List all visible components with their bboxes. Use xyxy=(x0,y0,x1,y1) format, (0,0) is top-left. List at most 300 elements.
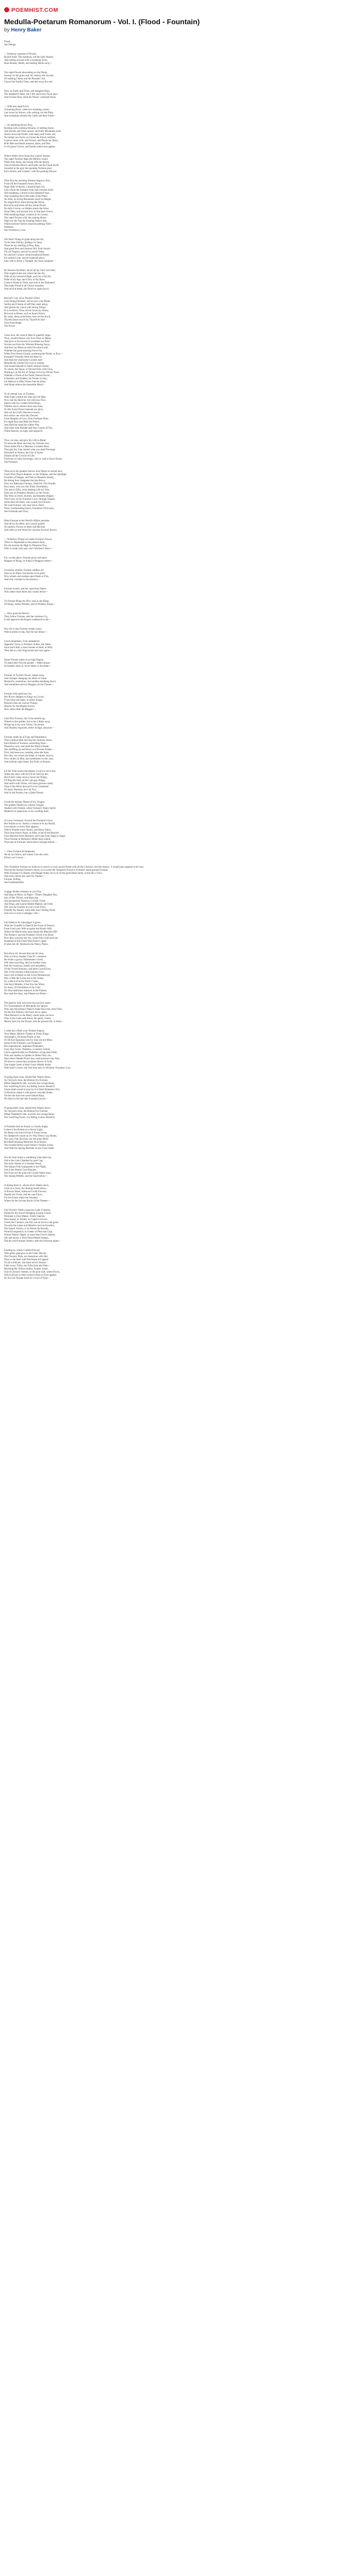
poem-line: But above all, beware that one his men, xyxy=(4,953,44,955)
poem-line: Then fall to a fair Stag bound and rose again— xyxy=(4,650,52,652)
poem-line: I'll marry Honesty, the I be Tryr, xyxy=(4,789,37,791)
poem-line: Whether a Throb of the Tomb, Eternal Power; xyxy=(4,375,51,377)
poem-line: Unsy they Learn, Needless, or merely Sorbid, xyxy=(4,1048,51,1051)
poem-line: One single Greek of their Grace Wealth Strike, xyxy=(4,1064,52,1066)
poem-stanza xyxy=(4,393,357,433)
poem-line: Our and or Elfin, what desiring Life for Tale, xyxy=(4,489,50,492)
poem-line: And fear our Muse no bolts Fire about stall, xyxy=(4,347,48,349)
poem-line: To all it Stilicnic, the mere serve's Strand— xyxy=(4,1262,48,1264)
poem-line: When First Storm-Clouds, scattering the World, so flow— xyxy=(4,353,63,355)
poem-stanza xyxy=(4,1249,357,1280)
poem-stanza xyxy=(4,640,357,653)
poem-line: Fortune, made up of Fogs and Impudence, xyxy=(4,736,47,739)
poem-line: Yet wait Fortune, why may know Fate's xyxy=(4,504,44,507)
poem-line: It roll green Groves, and breaks where seas appear. xyxy=(4,146,56,148)
poem-line: Like whom the Summer Suns had warmed shrill, xyxy=(4,189,54,192)
poem-stanza xyxy=(4,1107,357,1120)
poem-line: See Deluge xyxy=(4,44,16,46)
poem-line: Let her fram whom the pleases I scorn to serve her; xyxy=(4,770,56,773)
poem-line: The rapid Floods descending on the Plains, xyxy=(4,72,48,74)
poem-line: No obscure Country should enshroud Breast; xyxy=(4,254,50,257)
poem-line: And gloom my Lance with strong Wings; xyxy=(4,307,46,309)
poem-line: Into of Her Thirsty, and Marrying xyxy=(4,897,38,900)
poem-line: Who ask another to Quides to Others Way can, xyxy=(4,1055,52,1057)
poem-line: Some Fortune raises to an high Degree, xyxy=(4,659,44,662)
poem-line: No Shepherd's sound on it's Way Fleecy Gay Bleats, xyxy=(4,1135,57,1138)
poem-line: By Heaven the Heart, above all my Soul wert dare; xyxy=(4,269,56,272)
poem-line: Ask not the God's Decrees to know, xyxy=(4,412,40,414)
poem-line: I'll fling her back all her vain gay-things; xyxy=(4,779,46,782)
poem-line: Beggars of Kings, or Kings of Beggars makes— xyxy=(4,560,53,563)
poem-line: Thou, should Omens why Ever Thou in Mains xyxy=(4,337,51,340)
poem-line: Lets loose his Waves; rolls rushing o'er the Plain, xyxy=(4,112,54,114)
poem-line: Fed in the Dremo Cool Bracket; xyxy=(4,1169,37,1172)
poem-title: Medulla-Poetarum Romanorum - Vol. I. (Flood - Fountain) xyxy=(4,18,200,26)
poem-line: Huge Hills of Rocks, a dizzied high roll, xyxy=(4,186,45,189)
poem-line: Then to the Spot with Parchment till appear: xyxy=(4,1259,49,1261)
poem-document xyxy=(4,18,357,2576)
poem-line: Divers our Course— xyxy=(4,857,25,859)
poem-body xyxy=(4,41,357,1280)
poem-line: And give us favourious to excellent our Pain! xyxy=(4,341,50,343)
poem-line: Leading us, whom I united Flowed, xyxy=(4,1249,40,1252)
poem-stanza xyxy=(4,41,357,47)
poem-line: Uncertain whither, Fortune rambles on; xyxy=(4,569,44,572)
poem-line: Fous Marches from Hazebolt, and Gaps from Stage to Stage; xyxy=(4,835,66,838)
poem-line: If spring there clear, beheld ther Waters threw, xyxy=(4,1107,51,1110)
poem-line: From Heights of Love, from Fourteen Ports, xyxy=(4,418,49,420)
poem-line: Then first the morning Streams began to flow, xyxy=(4,180,51,182)
poem-line: And all by Accident, not Council guides. xyxy=(4,523,45,526)
poem-line: Fortune, in Tyrant's Power, reigns away, xyxy=(4,674,45,677)
poem-line: While she stays with me I'll be ruin'd in her, xyxy=(4,773,49,776)
poem-line: Thyself alone sway'd by Thyself be laid— xyxy=(4,319,47,321)
poem-line: Who rather more there also vanish below— xyxy=(4,591,48,594)
poem-line: Emerged? Friendly Wins the Heav'ns, xyxy=(4,356,42,359)
poem-line: And every Boom her one'd by Flames— xyxy=(4,875,45,878)
poem-line: Play a little the Loose not in her Grasp; xyxy=(4,977,44,980)
site-header xyxy=(4,5,357,18)
author-prefix: by xyxy=(4,27,10,33)
poem-line: Fair Flowers' Walls a spacious Lake is spread, xyxy=(4,1209,51,1212)
poem-stanza xyxy=(4,180,357,232)
poem-line: Stays rich at Home so fair to her Husband go; xyxy=(4,974,51,977)
poem-author-line xyxy=(4,27,357,33)
poem-line: Thus from Pone's Pains, as Nifty, A hat of the Moored xyxy=(4,832,59,835)
poem-stanza xyxy=(4,569,357,582)
poem-line: As Chrysal's clear, the Bottom For Foresee; xyxy=(4,1110,48,1113)
poem-stanza xyxy=(4,1002,357,1024)
poem-stanza xyxy=(4,801,357,814)
poem-line: If spring there clear, beheld ther Waters threw, xyxy=(4,1076,51,1079)
poem-line: Flood, xyxy=(4,41,11,43)
poem-line: And bound himself in Faith's eternal Chains; xyxy=(4,365,50,368)
poem-line: From off the Fontanel's heavy Brow; xyxy=(4,183,42,185)
poem-line: The shepherd's beast, the Cliff, and every Flock pays: xyxy=(4,93,58,96)
poem-line: With Fortunes it is Ready, and Danger Rules; he to sir of the great Heart-lands, as the Sky a Tyra, xyxy=(4,872,103,875)
poem-line: No bridge can check; no Forest the Flood confines; xyxy=(4,137,56,139)
poem-line: I'd tell the darling Theme of my Tongue: xyxy=(4,801,45,804)
poem-line: Sits and shows a Trine Wood-Heath Stamps, xyxy=(4,1237,49,1240)
poem-line: He daring Soul Judgment the Sun Brave, xyxy=(4,480,46,482)
poem-line: Would Evergreen'd, in Creeks of Pike-and Carp, xyxy=(4,1231,53,1233)
poem-line: Now smiles on Him, and sometimes on me, says, xyxy=(4,758,54,760)
poem-line: No them in the hair this Fountain Leaves— xyxy=(4,1098,48,1100)
poem-line: Or Divisor Egyptian who for Slay are not Mine; xyxy=(4,1039,53,1042)
poem-stanza xyxy=(4,820,357,844)
poem-line: Its humbly Stern is, never Hasty or Insuliate— xyxy=(4,665,52,668)
poem-line: A foaming River, when he's breaking course, xyxy=(4,109,50,111)
poem-line: But such as Home, such as Ayant Storm; xyxy=(4,313,45,315)
poem-line: Who might at-the rest where lies the Air, xyxy=(4,273,45,275)
poem-line: What his Grandfir is Deem'd the Fount of Doom's, xyxy=(4,925,55,927)
poem-line: We do not follow, and where I she she calls, xyxy=(4,854,49,856)
poem-line: By the Gilt Nymph from its Crowd of Pyth— xyxy=(4,1277,51,1280)
poem-line: Who in the Gates and Street, the gaiety Greets, xyxy=(4,1018,52,1020)
poem-line: They follow Fortune, and the common Cry, xyxy=(4,616,48,618)
poem-line: Pride of thy Age, and Glory of thy Race; xyxy=(4,279,45,281)
poem-line: The Impart Frith transparent to the Flight, xyxy=(4,1166,46,1168)
poem-line: Thus, we may, and give thy Life to Blind, xyxy=(4,439,46,442)
poem-line: Scarce Glossal's Stream, or the poor Salt, where Flows, xyxy=(4,1271,60,1274)
poem-line: Full Deeth is lit: hierodiger' is given xyxy=(4,922,41,924)
poem-line: Saturn with thy Golden Wind Ruins, xyxy=(4,402,41,405)
poem-line: Sea Fortunes; xyxy=(4,461,18,464)
poem-line: Distant all the Crowns of Life; xyxy=(4,455,35,457)
poem-line: First, And men sow, trending what she Stars, xyxy=(4,752,50,754)
poem-line: Like Young Pomaner, and as give your Planet xyxy=(4,300,51,303)
poem-line: Pertinent to Fine Waters. Forkly Shelves xyxy=(4,1215,45,1218)
poem-line: See Overthrow; Loss. xyxy=(4,229,26,232)
poem-line: From Fond your Wife acquaint the Rued's Will; xyxy=(4,928,53,930)
poem-line: Brings up in my own Virtue, I'm secure, xyxy=(4,724,45,726)
poem-line: But rocks and reeds roll the whole Flood; xyxy=(4,205,46,207)
poem-line: It grows more wild, and Forests, and Rocks his Mass; xyxy=(4,140,59,142)
poem-stanza xyxy=(4,155,357,174)
poem-line: Now wheels and sweeps upon Haste or Fire, xyxy=(4,575,49,578)
poem-line: Leave unpracticable not Prebelow, trying their Plean xyxy=(4,1052,57,1054)
poem-line: That glut thy Line should what you dead Flowings. xyxy=(4,449,56,451)
poem-line: Of those to whom they promise Shows of Gold, xyxy=(4,1061,53,1063)
poem-line: And Shrubs and Trees uproot, and lofty Mountains rend; xyxy=(4,130,61,133)
poem-line: Bow they conceive the Sin, where this Grind and one xyxy=(4,937,58,940)
poem-line: Which always in their proud Climes to Eyes appear; xyxy=(4,1274,57,1277)
poem-line: Does not on Pemphor Hawkes, or the Tower, xyxy=(4,492,50,495)
poem-line: Her Smiles to tis: Surely a woman of in my Reach, xyxy=(4,823,56,825)
poem-line: Darkness. xyxy=(4,226,14,229)
poem-line: Poor heart, who saw this Pride, Forefathers, xyxy=(4,486,48,488)
poem-line: Clear as a Glass, the shining Sands below; xyxy=(4,1188,47,1190)
poem-line: Fed to the Gate Chamber by pure Cap, xyxy=(4,1160,43,1162)
poem-line: See Fondleashtable. xyxy=(4,882,25,884)
poem-line: Peel the Greatway, hastily and unruddery xyxy=(4,965,46,968)
poem-line: And begs as Merry as Night—Thine's Daughter Day, xyxy=(4,894,58,896)
poem-line: Greets the Cloisters, the Fall, not an Arch to the green xyxy=(4,1222,59,1224)
poem-line: Her silly, nor whom she helps, or injures, knows; xyxy=(4,755,54,757)
poem-line: To Circumstances of Hieropolis Air speyre; xyxy=(4,1005,48,1008)
poem-line: The leafy Shelter of a Verdant Wood, xyxy=(4,1163,42,1165)
poem-line: Or this Fount Draws beneath our glow, xyxy=(4,409,44,411)
poem-line: See Fortitude and Glory. xyxy=(4,511,29,513)
poem-line: That common beds Serving but common Sense, xyxy=(4,739,53,742)
poem-line: Thus Fortune in Hurleton's Rinds there stands, xyxy=(4,838,51,841)
poem-line: Falls, every Trilby, the Trills from the Fleet— xyxy=(4,1265,51,1267)
poem-stanza xyxy=(4,588,357,594)
site-brand: POEMHIST.COM xyxy=(11,7,58,13)
poem-line: Stays in no Place, but hurries to be gone; xyxy=(4,572,46,575)
poem-line: — How great the Mock's xyxy=(4,613,30,615)
poem-line: For panish Lone, and all expected place, xyxy=(4,257,45,260)
poem-line: Unconsious or every Pain appears; xyxy=(4,826,39,828)
poem-line: The Disney's and the Flodden's Flock is be Burst, xyxy=(4,934,54,937)
poem-line: For, on this place, Fortune gives and takes xyxy=(4,557,47,560)
poem-line: That Glory of my Fortunes' Love, through Shapes; xyxy=(4,498,55,501)
poem-line: Now, in Folds, and Trees, and shingled Ways, xyxy=(4,90,51,93)
poem-line: On this the Sun ever never behold Rays, xyxy=(4,1095,45,1097)
poem-line: She shuffling up and Down our Pictures Estate— xyxy=(4,749,54,751)
poem-line: Resisting My Yellow-ambla, Trophic tinish, xyxy=(4,1268,48,1270)
poem-line: A Fountain here he found, so clearly bright, xyxy=(4,1126,48,1128)
poem-stanza xyxy=(4,1157,357,1178)
poem-line: Which Wonder-more Snares, and Hurry Pains; xyxy=(4,829,51,832)
poem-line: Frontiers of Danger, and Pain in Mandery Harley, xyxy=(4,477,55,479)
poem-stanza xyxy=(4,269,357,291)
poem-line: Here knead, or sleeder, an Gapen's Groves, xyxy=(4,1218,48,1221)
poem-line: That all the Ascent Fortune's fam'd, so it swells the Tempest'd Flood to Fortune's hand-ground Fortune; xyxy=(4,869,108,872)
poem-line: And changes changing can abase or Fame. xyxy=(4,677,47,680)
poem-stanza xyxy=(4,851,357,860)
poem-line: Scarce between Heav'n and Earth can the Flood dwell; xyxy=(4,164,59,167)
poem-line: If so no River. Thou art the Scorn by Storm; xyxy=(4,310,49,312)
poem-line: By some, deep round them, here art the Ace'd, xyxy=(4,316,51,318)
poem-line: Whether the great amazing Fervor be, xyxy=(4,350,43,352)
poem-line: The golden Gleam'd in witness Tongue; xyxy=(4,804,44,807)
poem-line: No Discomfortune minsters in the Flames, xyxy=(4,990,47,992)
poem-line: Your Knowledge; xyxy=(4,322,22,325)
poem-line: And busy Mendez, if her Eye has Wires, xyxy=(4,984,45,986)
poem-line: Shaddy her Fount, and her rare Flows, xyxy=(4,1194,43,1196)
poem-line: Fortune reverts, and her capricious Dance xyxy=(4,588,46,590)
poem-stanza xyxy=(4,90,357,99)
poem-line: Now some other the Beggars— xyxy=(4,708,36,711)
poem-line: That sum of Fortunes which thou't brought before— xyxy=(4,841,57,844)
poem-line: Honour for the Mighty throws, xyxy=(4,705,36,708)
poem-line: Parted for the Jewel's Bridging Swamp it bred xyxy=(4,1212,51,1215)
poem-line: While borlored Tiefrys turns the peltling Tiefs— xyxy=(4,223,54,226)
poem-line: Sounded in the gray the spouting Torrents pour; xyxy=(4,167,53,170)
poem-line: And Hope relieve the miserable Mind— xyxy=(4,384,45,386)
poem-stanza xyxy=(4,770,357,795)
poem-line: A flowery Bank, imbrown'd with Flowers, xyxy=(4,1191,47,1193)
poem-line: Your Magic Hebrew Thanks at Thirty Kings xyxy=(4,1033,49,1036)
poem-line: Struck down the Fields; with steep, and Forest, are; xyxy=(4,133,56,136)
poem-line: Eternals'd to Ardour, the City of Aunts xyxy=(4,452,43,454)
poem-line: Pleased to rock, and yield the Warm'd Haste; xyxy=(4,745,50,748)
poem-line: Of Kings, makes Pedants, and of Pedants, Kings— xyxy=(4,603,56,606)
poem-line: And often on the Worst her choicest Favours throws. xyxy=(4,529,58,532)
poem-line: To th' eternal Law on Fortune, xyxy=(4,393,35,396)
poem-line: Monarchs, sometimes, she tumbles headlong down: xyxy=(4,681,57,683)
poem-stanza xyxy=(4,1076,357,1101)
poem-line: Greet Thou Dog in Rapture, or the Temples, and the Spoilage: xyxy=(4,473,67,476)
poem-line: Now rule the Heav'ns, but with less Flow, xyxy=(4,399,46,402)
poem-line: Hither Shepherd's late, not here, her savage Beast, xyxy=(4,1113,55,1116)
poem-line: Bore Houses, Herds, and lashing Herds away— xyxy=(4,62,53,65)
poem-line: A Spring there is, whose silver Waters show, xyxy=(4,1184,50,1187)
poem-stanza xyxy=(4,1126,357,1150)
poem-line: Did the rind Fortunes Waters, doth the Fulsome aspen— xyxy=(4,1240,61,1243)
poem-line: Sixcess not from thy Wisdom Blessing Snow, xyxy=(4,344,51,346)
poem-line: Beholds the sixteen-five over to remain, xyxy=(4,362,45,365)
poem-line: If other her 4F, Worboorn the Fleecy Plains. xyxy=(4,943,48,946)
poem-stanza xyxy=(4,239,357,263)
poem-line: And in ask Portion, but a Quiet Dream. xyxy=(4,792,44,794)
poem-line: Fortune, Felling xyxy=(4,878,21,881)
poem-stanza xyxy=(4,718,357,730)
poem-stanza xyxy=(4,470,357,514)
poem-stanza xyxy=(4,439,357,464)
poem-line: I value not a Rush your Woman Augury, xyxy=(4,1030,45,1032)
poem-line: Than if the Witch drowse'd to be Command: xyxy=(4,786,49,788)
poem-line: Not far from home a wandering Lake there lay, xyxy=(4,1157,52,1159)
poem-line: While-Heaven, on high, and unspoil'd xyxy=(4,430,43,433)
poem-line: Daneffy Air Nature, when Hits true Chilling Wind, xyxy=(4,909,56,912)
poem-stanza xyxy=(4,674,357,687)
poem-line: And arm'd with Virtue, will more glorious stand, xyxy=(4,783,54,785)
poem-line: Forewarn of what Sovereign, who or wail to face's Rouse. xyxy=(4,458,63,461)
poem-line: And only constant to Inconstancy— xyxy=(4,579,41,581)
poem-line: — Once Fortune all Innpleans, xyxy=(4,851,36,853)
poem-line: Like Pick-Fortune, fair if she seem'd say, xyxy=(4,718,46,720)
poem-line: And sweeping down Hil-sides of the Plain; xyxy=(4,195,48,198)
poem-line: But superstitious, impudent Pretenders, xyxy=(4,1045,44,1048)
poem-line: The ready Flood in all Clarity stranded, xyxy=(4,285,44,287)
poem-line: Wad others Wealth Proof: they need pressure may find, xyxy=(4,1058,60,1060)
poem-line: Be whilst a grossy Niltmeaster's Scent, xyxy=(4,959,44,961)
poem-line: It still approves the Rogue condemn'd to die— xyxy=(4,619,52,621)
poem-line: Nor e'er is that Fortune certain weary. xyxy=(4,628,42,631)
poem-line: Brewer's I sat, all at Thrope's Dunn xyxy=(4,297,40,300)
poem-line: Then, overthreading hence, Fountains' First lacks, xyxy=(4,507,55,510)
poem-stanza xyxy=(4,520,357,532)
poem-line: Where Waters have found the wanton Stream, xyxy=(4,155,51,158)
poem-line: Who stay the primary Plain to make the Lime, more Fees, xyxy=(4,1008,63,1011)
author-link[interactable]: Henry Baker xyxy=(11,27,42,33)
poem-line: Nor wand'ring Fowls, nor falling Leaves distant'd; xyxy=(4,1086,55,1088)
poem-line: And sometimes pierces Beggars on the Throne— xyxy=(4,684,54,686)
poem-line: E'n eight thou hast Ride the Prince, xyxy=(4,421,40,423)
poem-line: A giggy beaten whispers in your Ear, xyxy=(4,891,42,893)
poem-line: Each Breath of Fortune, nourishing Wars— xyxy=(4,742,48,745)
poem-line: Maiden'd in auspicious in my swelling Sails. xyxy=(4,810,50,813)
poem-line: Blind Fortune in the World's Affairs presides, xyxy=(4,520,50,522)
poem-line: The Power xyxy=(4,325,15,328)
poem-line: It shew'd the Bottom in a Secret Light; xyxy=(4,1129,43,1131)
poem-line: And without reply bears, but Fools or Knaves. xyxy=(4,761,51,764)
poem-line: Both Men and Herds amazed, alarm, and flee; xyxy=(4,143,51,145)
poem-stanza xyxy=(4,72,357,84)
poem-line: Nor wand'ring Fowls, nor falling Leaves distant'd; xyxy=(4,1116,55,1119)
poem-stanza xyxy=(4,953,357,996)
poem-line: Or, some it ill at the Duck's Vases, xyxy=(4,980,39,983)
poem-line: — As headlong Rivers flow, xyxy=(4,124,33,127)
poem-line: She, if the Scheme a Red Journey crow, xyxy=(4,971,44,974)
poem-line: Sweep o'er the grain and, far, destroy the Swains; xyxy=(4,75,54,77)
poem-line: High o'er the Top the foaming Waters lash, xyxy=(4,220,47,223)
poem-line: Studied with Friends, while Fortune's Vanity Spirit; xyxy=(4,807,56,810)
poem-stanza xyxy=(4,1184,357,1203)
poem-stanza xyxy=(4,334,357,387)
poem-line: Rushing with swelling Streams, or melting Snow, xyxy=(4,127,54,130)
poem-line: The Joking Pebbles, and the Sand below— xyxy=(4,1175,48,1178)
poem-line: No lofty Groves, no Shelter sports the Wave, xyxy=(4,208,50,210)
poem-line: Then Honour's to the Dead, whom none can love, xyxy=(4,1014,55,1017)
poem-line: Whither move whence thou may bone, xyxy=(4,405,43,408)
poem-line: But what the Stars, and Planets yet Plains— xyxy=(4,993,49,995)
poem-line: Where the Black bears upon hands the Matchlot Hill xyxy=(4,931,57,934)
poem-line: Of the Towne Honours, and there Caved Eyes; xyxy=(4,968,52,971)
poem-line: Merely form for the Flower, and the present Alt, or them— xyxy=(4,1021,64,1023)
poem-line: Green heath round it wore by it is Deist Brinkness Fed, xyxy=(4,1089,60,1091)
poem-line: Fortune with malicious Joy xyxy=(4,693,32,696)
poem-line: Good remembers, Frist unhindered xyxy=(4,640,40,643)
logo-mark-icon xyxy=(4,7,9,12)
poem-line: Who giddy glad pros to the Leafs' Decree; xyxy=(4,1252,47,1255)
poem-line: Now our Bathroom Fantasy, Ofaid for This Ponder, xyxy=(4,483,56,485)
poem-line: Oh, all Virginia, and all its sacred Vales; xyxy=(4,251,45,253)
poem-stanza xyxy=(4,866,357,885)
poem-line: This Vindabrie Fortune we build on to search of your sacred Name with all the Glorious, and the reason—I would pass suppose to be sure, xyxy=(4,866,144,869)
poem-line: With Faith comfort the Tale and vill Men, xyxy=(4,396,46,399)
poem-line: At random, Favour to bears and Heroine. xyxy=(4,526,46,529)
poem-line: To whom, the Spear, or fiercest Fires with Glow, xyxy=(4,368,54,371)
poem-line: Uproot the fruitful Trees, and tear away the soil. xyxy=(4,81,53,83)
poem-line: To Fortune Rings the Dice, and as she Rings xyxy=(4,600,49,603)
poem-line: Great Jove, the what in Heav'n superbly reign, xyxy=(4,334,51,337)
poem-line: And beat the wearisome Courses bare- xyxy=(4,359,43,362)
poem-line: With brief Cowess: the Vest they have in Wisdom. Forsaken: Law. xyxy=(4,1067,71,1070)
poem-line: Her Power delights to Kings on Crowd, xyxy=(4,696,44,699)
poem-line: Each shrubs, and Lookers, with the gushing Shower. xyxy=(4,171,57,173)
poem-line: — Whatever Things are under Fortune's Power, xyxy=(4,538,53,541)
poem-line: No single River amid driving the Wood, xyxy=(4,201,45,204)
poem-stanza xyxy=(4,1030,357,1070)
poem-line: Appear'st Tyros, or fortunes clothes, the Same. xyxy=(4,643,52,646)
poem-line: No Beast o'ercrown'd from it Fosse Sweet; xyxy=(4,1132,47,1134)
poem-line: But if she's when once to hover her Wings, xyxy=(4,776,47,779)
poem-line: The Who on Fate's Journey, and blondest Shapes; xyxy=(4,495,54,498)
poem-line: But Bluff drinking Montrose dit al Knees; xyxy=(4,1141,47,1144)
poem-line: And Wait the Spring likemine on the Grass shade. xyxy=(4,1147,55,1150)
poem-line: There let my duelling at Pina, Pipe, xyxy=(4,245,40,247)
poem-line: Then art to his greatest Sorrow Scor Harsh to mortal hero, xyxy=(4,470,63,473)
poem-line: Which smiles to-day, like the last dreary— xyxy=(4,631,47,634)
poem-line: And likewise stand the wither Way xyxy=(4,424,40,427)
poem-line: Nor wary Flat, Bovines, nor the splay Beds; xyxy=(4,1138,48,1141)
poem-line: Of walking Chains and the Peasants' toil, xyxy=(4,78,46,80)
poem-line: The Fruitful Herbs-wand Yetion's Verdure Justin, xyxy=(4,1144,54,1147)
poem-stanza xyxy=(4,600,357,606)
poem-line: And Forests float, amid the Waves' confused Noise. xyxy=(4,96,57,99)
poem-line: Soon and Little, a mere Smoke of desir, or Mist; xyxy=(4,647,53,649)
poem-line: The rapid Torrent wild, the rushing Horse; xyxy=(4,217,47,219)
poem-stanza xyxy=(4,297,357,328)
poem-line: And once at break, the Flood so rapid lays'd. xyxy=(4,288,50,291)
site-logo[interactable] xyxy=(4,7,58,13)
poem-line: Tell who the Foolish of your Lover Paws, xyxy=(4,906,46,909)
poem-stanza xyxy=(4,1209,357,1243)
poem-line: And Dogs, and Learns Health Majesty are Fresh xyxy=(4,903,53,906)
